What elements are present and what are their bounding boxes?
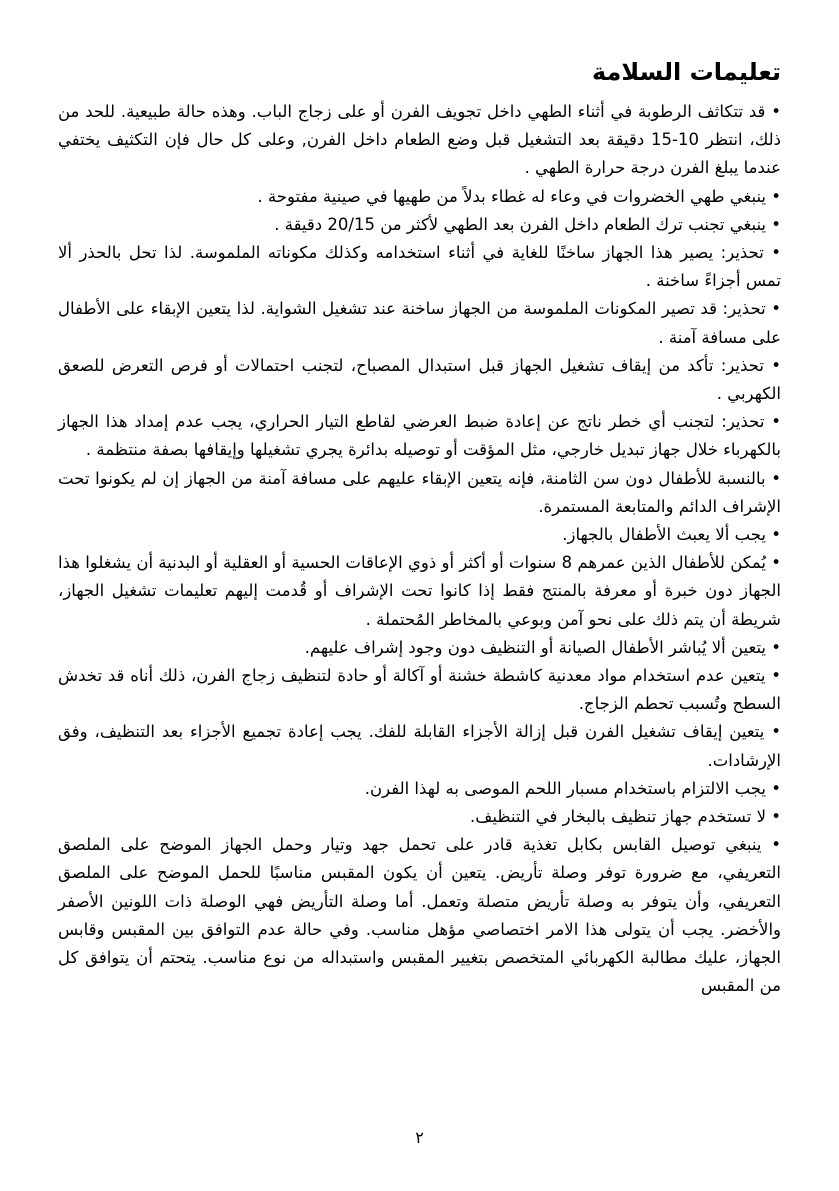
list-item <box>58 662 781 718</box>
list-item <box>58 549 781 634</box>
list-item-text: • تحذير: يصير هذا الجهاز ساخنًا للغاية في أثناء استخدامه وكذلك مكوناته الملموسة. لذا تحل بالحذر ألا تمس أجزاءً ساخنة . <box>58 243 781 291</box>
list-item-text: • بالنسبة للأطفال دون سن الثامنة، فإنه يتعين الإبقاء عليهم على مسافة آمنة من الجهاز إن لم يكونوا تحت الإشراف الدائم والمتابعة المستمرة. <box>58 468 781 516</box>
document-page <box>58 52 781 1001</box>
list-item <box>58 634 781 662</box>
list-item-text: • تحذير: قد تصير المكونات الملموسة من الجهاز ساخنة عند تشغيل الشواية. لذا يتعين الإبقاء على الأطفال على مسافة آمنة . <box>58 299 781 347</box>
list-item-text: • يتعين ألا يُباشر الأطفال الصيانة أو التنظيف دون وجود إشراف عليهم. <box>304 637 781 657</box>
list-item <box>58 408 781 464</box>
list-item <box>58 183 781 211</box>
page-title: تعليمات السلامة <box>591 58 781 86</box>
list-item <box>58 465 781 521</box>
list-item-text: • يتعين عدم استخدام مواد معدنية كاشطة خشنة أو آكالة أو حادة لتنظيف زجاج الفرن، ذلك أناه قد تخدش السطح وتُسبب تحطم الزجاج. <box>58 666 781 714</box>
page-number: ٢ <box>415 1128 424 1147</box>
list-item-text: • ينبغي تجنب ترك الطعام داخل الفرن بعد الطهي لأكثر من 20/15 دقيقة . <box>274 214 781 234</box>
list-item-text: • يجب ألا يعبث الأطفال بالجهاز. <box>562 525 781 545</box>
list-item <box>58 239 781 295</box>
list-item-text: • يتعين إيقاف تشغيل الفرن قبل إزالة الأجزاء القابلة للفك. يجب إعادة تجميع الأجزاء بعد التنظيف، وفق الإرشادات. <box>58 722 781 770</box>
list-item-text: • يجب الالتزام باستخدام مسبار اللحم الموصى به لهذا الفرن. <box>364 778 781 798</box>
list-item <box>58 718 781 774</box>
list-item <box>58 211 781 239</box>
list-item-text: • يُمكن للأطفال الذين عمرهم 8 سنوات أو أكثر أو ذوي الإعاقات الحسية أو العقلية أو البدنية أن يشغلوا هذا الجهاز دون خبرة أو معرفة بالمنتج فقط إذا كانوا تحت الإشراف أو قُدمت إليهم تعليمات تشغيل الجهاز، شريطة أن يتم ذلك على نحو آمن وبوعي بالمخاطر المُحتملة . <box>58 553 781 629</box>
safety-instructions-list <box>58 98 781 1001</box>
list-item <box>58 831 781 1000</box>
list-item <box>58 775 781 803</box>
list-item <box>58 98 781 183</box>
list-item-text: • ينبغي طهي الخضروات في وعاء له غطاء بدلاً من طهيها في صينية مفتوحة . <box>257 186 781 206</box>
list-item <box>58 295 781 351</box>
list-item-text: • تحذير: تأكد من إيقاف تشغيل الجهاز قبل استبدال المصباح، لتجنب احتمالات أو فرص التعرض للصعق الكهربي . <box>58 355 781 404</box>
list-item-text: • ينبغي توصيل القابس بكابل تغذية قادر على تحمل جهد وتيار وحمل الجهاز الموضح على الملصق التعريفي، مع ضرورة توفر وصلة تأريض. يتعين أن يكون المقبس مناسبًا للحمل الموضح على الملصق التعريفي، وأن يتوفر به وصلة تأريض متصلة وتعمل. أما وصلة التأريض فهي الوصلة ذات اللونين الأصفر والأخضر. يجب أن يتولى هذا الامر اختصاصي مؤهل مناسب. وفي حالة عدم التوافق بين المقبس وقابس الجهاز، عليك مطالبة الكهربائي المتخصص بتغيير المقبس واستبداله من نوع مناسب. يتحتم أن يتوافق كل من المقبس <box>58 835 781 996</box>
list-item <box>58 352 781 408</box>
list-item-text: • قد تتكاثف الرطوبة في أثناء الطهي داخل تجويف الفرن أو على زجاج الباب. وهذه حالة طبيعية. للحد من ذلك، انتظر 10-15 دقيقة بعد التشغيل قبل وضع الطعام داخل الفرن, وعلى كل حال فإن التكثيف يختفي عندما يبلغ الفرن درجة حرارة الطهي . <box>58 102 781 178</box>
list-item <box>58 521 781 549</box>
list-item <box>58 803 781 831</box>
list-item-text: • تحذير: لتجنب أي خطر ناتج عن إعادة ضبط العرضي لقاطع التيار الحراري، يجب عدم إمداد هذا الجهاز بالكهرباء خلال جهاز تبديل خارجي، مثل المؤقت أو توصيله بدائرة يجري تشغيلها وإيقافها بصفة منتظمة . <box>58 412 781 460</box>
list-item-text: • لا تستخدم جهاز تنظيف بالبخار في التنظيف. <box>470 807 781 827</box>
